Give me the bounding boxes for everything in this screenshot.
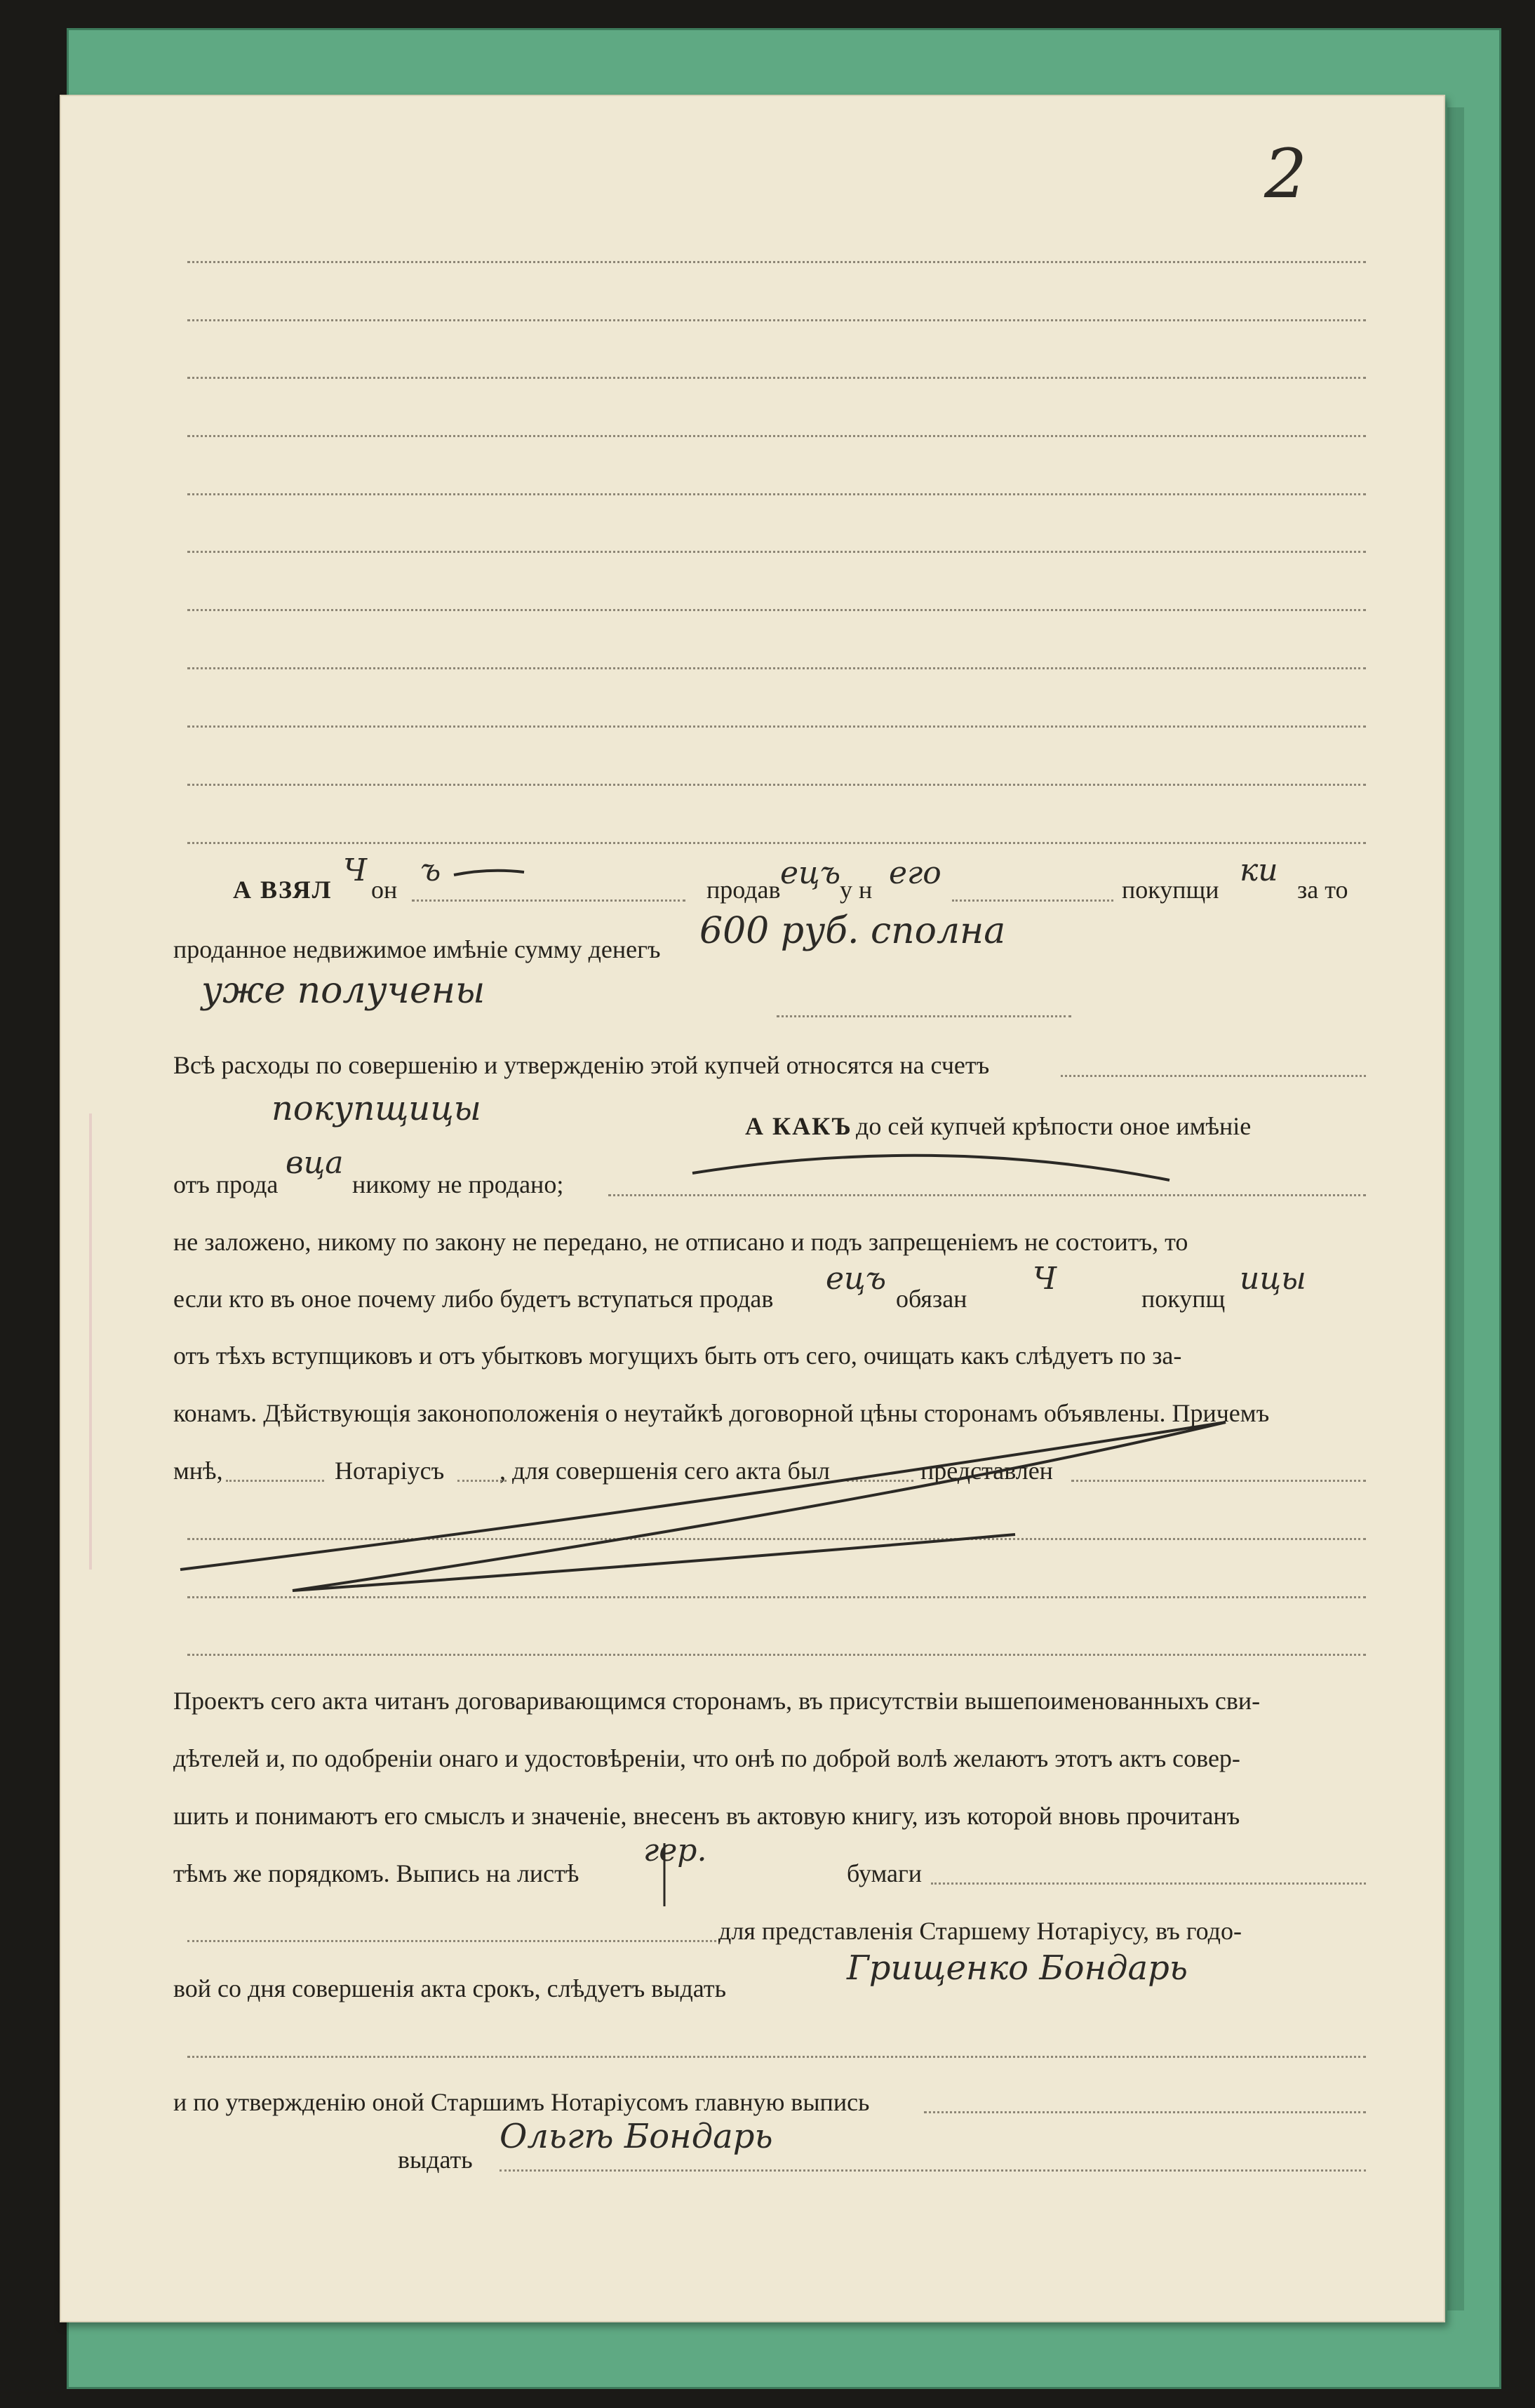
blank-cancel-stroke [454,871,524,875]
handwritten-amount: 600 руб. сполна [699,910,1006,952]
on-label: он [371,876,398,904]
folder-edge-stripe [1447,107,1464,2310]
extract-line: тѣмъ же порядкомъ. Выпись на листѣ [173,1859,579,1887]
u-n-label: у н [840,876,873,904]
approval-text: и по утвержденію оной Старшимъ Нотаріусомъ главную выпись [173,2088,870,2116]
sum-line-text: проданное недвижимое имѣніе сумму денегъ [173,935,661,963]
mne-text: мнѣ, [173,1457,223,1485]
vydat-label: выдать [398,2146,473,2174]
handwritten-seller: вца [286,1145,344,1181]
handwritten-buyer-ending: ки [1240,852,1278,888]
term-line-text: вой со дня совершенія акта срокъ, слѣдуетъ выдать [173,1974,726,2002]
blank-cancel-stroke [180,1422,1226,1591]
handwritten-seller-ending: ецъ [826,1261,887,1297]
handwritten-payer: покупщицы [272,1089,481,1128]
prodav-label: продав [706,876,781,904]
pokupshchi-label: покупщи [1122,876,1219,904]
never-sold-text: никому не продано; [352,1170,564,1198]
handwritten-received: уже получены [201,970,485,1012]
kak-label: А КАКЪ [745,1112,852,1140]
project-line: Проектъ сего акта читанъ договаривающимся сторонамъ, въ присутствіи вышепоименованныхъ сви- [173,1687,1261,1715]
handwritten-seller-ending: ецъ [780,855,841,891]
handwritten-buyer-ending: ицы [1240,1261,1306,1297]
handwritten-issue-to: Грищенко Бондарь [847,1948,1188,1988]
handwritten-strokes [61,96,1447,2324]
handwritten-main-to: Ольгѣ Бондарь [500,2117,773,2156]
presented-label: представлен [920,1457,1053,1485]
handwritten-initial: Ч [343,852,368,888]
expenses-text: Всѣ расходы по совершенію и утвержденію этой купчей относятся на счетъ [173,1051,990,1079]
for-senior-text: для представленія Старшему Нотаріусу, въ годо- [718,1917,1242,1945]
blank-cancel-stroke [692,1156,1169,1180]
kak-rest-text: до сей купчей крѣпости оное имѣніе [856,1112,1252,1140]
project-line: дѣтелей и, по одобреніи онаго и удостовѣреніи, что онѣ по доброй волѣ желаютъ этотъ актъ совер- [173,1744,1240,1772]
project-line: шить и понимаютъ его смыслъ и значеніе, внесенъ въ актовую книгу, изъ которой вновь прочитанъ [173,1802,1240,1830]
body-line: отъ тѣхъ вступщиковъ и отъ убытковъ могущихъ быть отъ сего, очищать какъ слѣдуетъ по за- [173,1342,1182,1370]
handwritten-sheet-count: гер. [643,1833,707,1868]
buyer-label: покупщ [1141,1285,1226,1313]
handwritten-ego: его [889,855,941,891]
body-line: не заложено, никому по закону не передано, не отписано и подъ запрещеніемъ не состоитъ, то [173,1228,1188,1256]
page-number: 2 [1264,135,1308,213]
body-line: если кто въ оное почему либо будетъ вступаться продав [173,1285,774,1313]
za-to-text: за то [1297,876,1348,904]
notary-rest-text: , для совершенія сего акта был [500,1457,830,1485]
notary-label: Нотаріусъ [335,1457,445,1485]
obliged-label: обязан [896,1285,967,1313]
vzyal-label: А ВЗЯЛ [233,876,333,904]
handwritten-suffix: ъ [420,852,441,888]
document-page [60,95,1445,2322]
ot-prodav-label: отъ прода [173,1170,279,1198]
handwritten-initial: Ч [1033,1261,1057,1297]
body-line: конамъ. Дѣйствующія законоположенія о неутайкѣ договорной цѣны сторонамъ объявлены. Причемъ [173,1399,1270,1427]
paper-label: бумаги [847,1859,923,1887]
